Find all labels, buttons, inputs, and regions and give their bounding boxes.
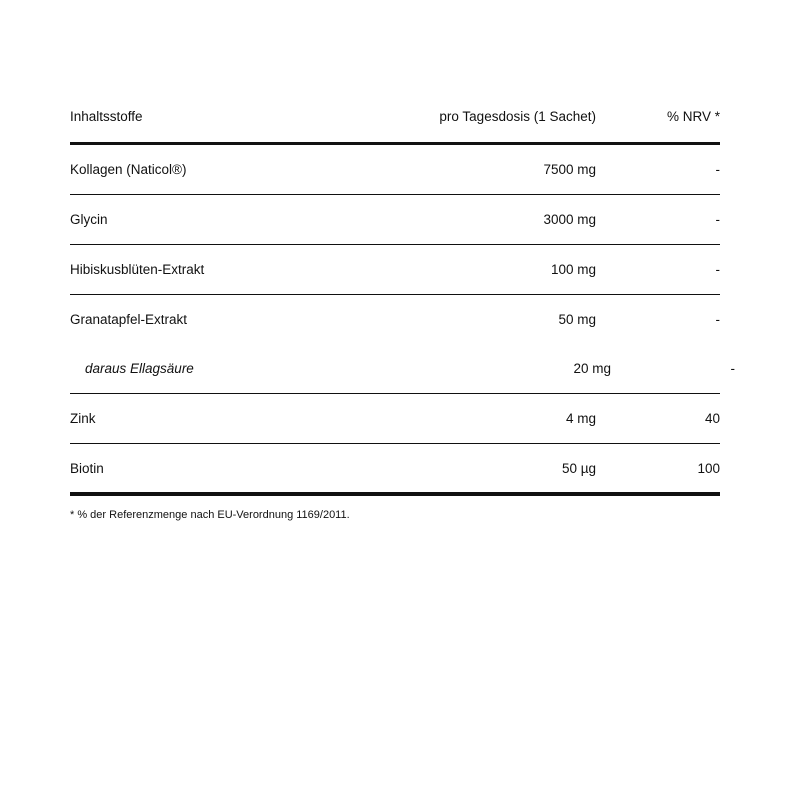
ingredient-dose: 50 µg	[561, 460, 596, 476]
header-nrv: % NRV *	[666, 108, 720, 124]
ingredient-dose: 3000 mg	[543, 212, 596, 227]
ingredient-dose: 20 mg	[573, 361, 611, 376]
table-row	[70, 195, 720, 245]
ingredient-name: Hibiskusblüten-Extrakt	[70, 262, 205, 277]
nutrition-table	[70, 90, 735, 496]
table-row	[70, 245, 720, 295]
table-row-sub	[70, 344, 735, 394]
table-row	[70, 444, 720, 496]
ingredient-nrv: -	[715, 262, 720, 277]
ingredient-name: daraus Ellagsäure	[85, 361, 194, 376]
table-header-row	[70, 90, 720, 145]
footnote: * % der Referenzmenge nach EU-Verordnung 1169/2011.	[70, 509, 350, 521]
table-row	[70, 295, 720, 344]
ingredient-nrv: 40	[704, 411, 720, 426]
ingredient-dose: 4 mg	[565, 411, 596, 426]
header-ingredients: Inhaltsstoffe	[70, 108, 143, 124]
header-daily-dose: pro Tagesdosis (1 Sachet)	[439, 108, 596, 124]
ingredient-dose: 50 mg	[558, 312, 596, 327]
ingredient-name: Glycin	[70, 212, 108, 227]
ingredient-nrv: 100	[697, 460, 720, 476]
table-row	[70, 145, 720, 195]
ingredient-nrv: -	[715, 162, 720, 177]
ingredient-name: Zink	[70, 411, 96, 426]
table-row	[70, 394, 720, 444]
ingredient-name: Kollagen (Naticol®)	[70, 162, 187, 177]
ingredient-nrv: -	[715, 212, 720, 227]
ingredient-name: Granatapfel-Extrakt	[70, 312, 188, 327]
ingredient-nrv: -	[715, 312, 720, 327]
ingredient-name: Biotin	[70, 460, 104, 476]
ingredient-dose: 100 mg	[550, 262, 596, 277]
ingredient-nrv: -	[730, 361, 735, 376]
ingredient-dose: 7500 mg	[543, 162, 596, 177]
